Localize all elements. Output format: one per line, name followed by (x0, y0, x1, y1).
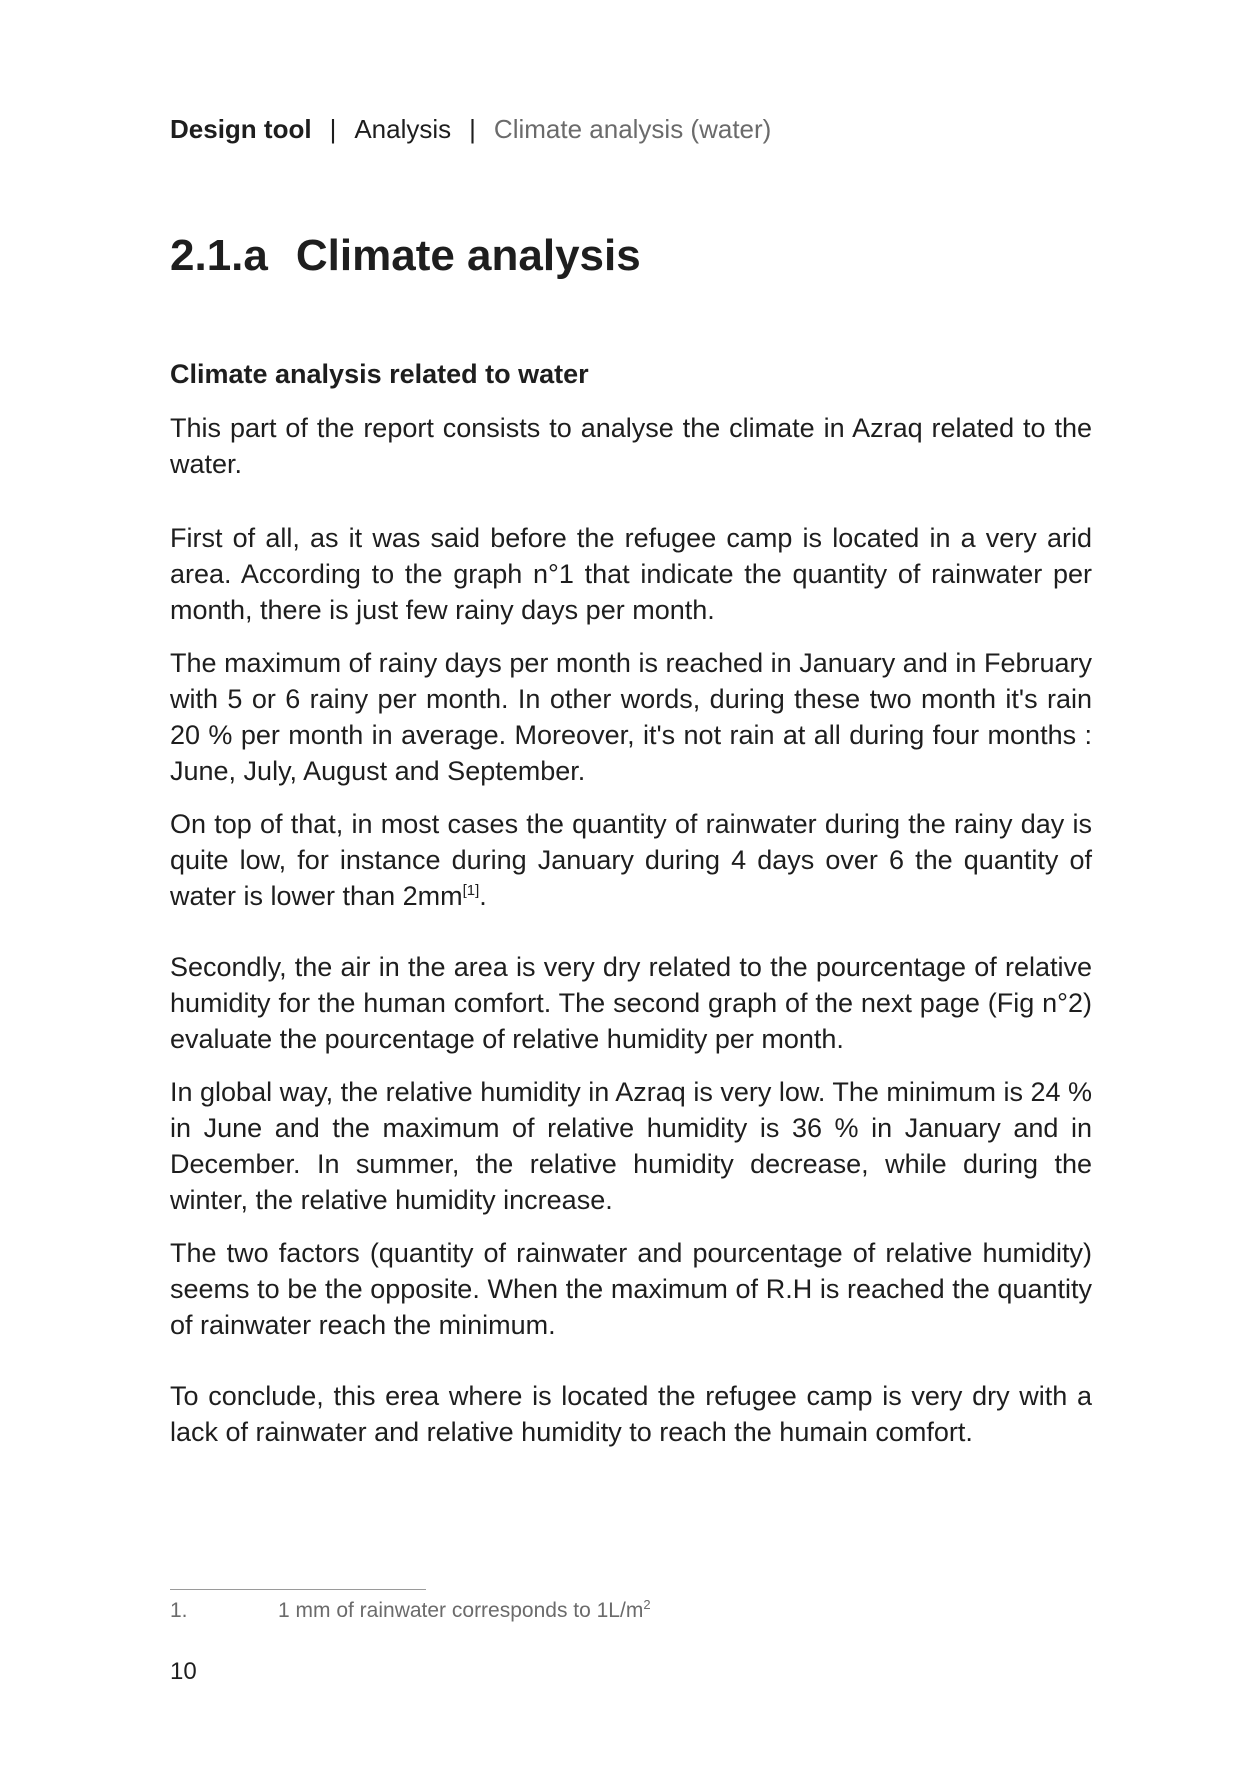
paragraph-humidity-values: In global way, the relative humidity in Azraq is very low. The minimum is 24 % in June and the maximum of relative humidity is 36 % in January and in December. In summer, the relative humidity decrease, while during the winter, the relative humidity increase. (170, 1077, 1092, 1215)
breadcrumb (170, 112, 771, 146)
breadcrumb-climate-analysis-water: Climate analysis (water) (493, 114, 772, 144)
footnote-superscript: 2 (643, 1597, 651, 1612)
page-number: 10 (170, 1658, 197, 1685)
paragraph-rainy-days: The maximum of rainy days per month is reached in January and in February with 5 or 6 rainy per month. In other words, during these two month it's rain 20 % per month in average. Moreover, it's not rain at all during four months : June, July, August and September. (170, 648, 1092, 786)
footnote (170, 1596, 651, 1626)
paragraph-two-factors: The two factors (quantity of rainwater and pourcentage of relative humidity) seems to be the opposite. When the maximum of R.H is reached the quantity of rainwater reach the minimum. (170, 1238, 1092, 1340)
footnote-divider (170, 1589, 426, 1590)
page-title (170, 228, 641, 284)
paragraph-rainwater-quantity (170, 806, 1092, 914)
title-text: Climate analysis (295, 231, 641, 280)
paragraph-relative-humidity: Secondly, the air in the area is very dry related to the pourcentage of relative humidity for the human comfort. The second graph of the next page (Fig n°2) evaluate the pourcentage of relative humidity per month. (170, 952, 1092, 1054)
footnote-number: 1. (170, 1599, 188, 1622)
section-number: 2.1.a (170, 231, 268, 280)
paragraph-end: . (479, 881, 487, 911)
breadcrumb-analysis: Analysis (354, 114, 452, 144)
paragraph-text: On top of that, in most cases the quantity of rainwater during the rainy day is quite low, for instance during January during 4 days over 6 the quantity of water is lower than 2mm (170, 809, 1092, 911)
breadcrumb-design-tool: Design tool (170, 114, 312, 144)
paragraph-conclusion: To conclude, this erea where is located the refugee camp is very dry with a lack of rainwater and relative humidity to reach the humain comfort. (170, 1381, 1092, 1447)
breadcrumb-separator: | (469, 114, 476, 144)
footnote-text: 1 mm of rainwater corresponds to 1L/m (278, 1599, 644, 1622)
breadcrumb-separator: | (329, 114, 337, 144)
section-heading: Climate analysis related to water (170, 359, 589, 389)
footnote-reference: [1] (462, 882, 480, 899)
paragraph-arid-area: First of all, as it was said before the refugee camp is located in a very arid area. According to the graph n°1 that indicate the quantity of rainwater per month, there is just few rainy days per month. (170, 523, 1092, 625)
paragraph-intro: This part of the report consists to analyse the climate in Azraq related to the water. (170, 413, 1092, 479)
